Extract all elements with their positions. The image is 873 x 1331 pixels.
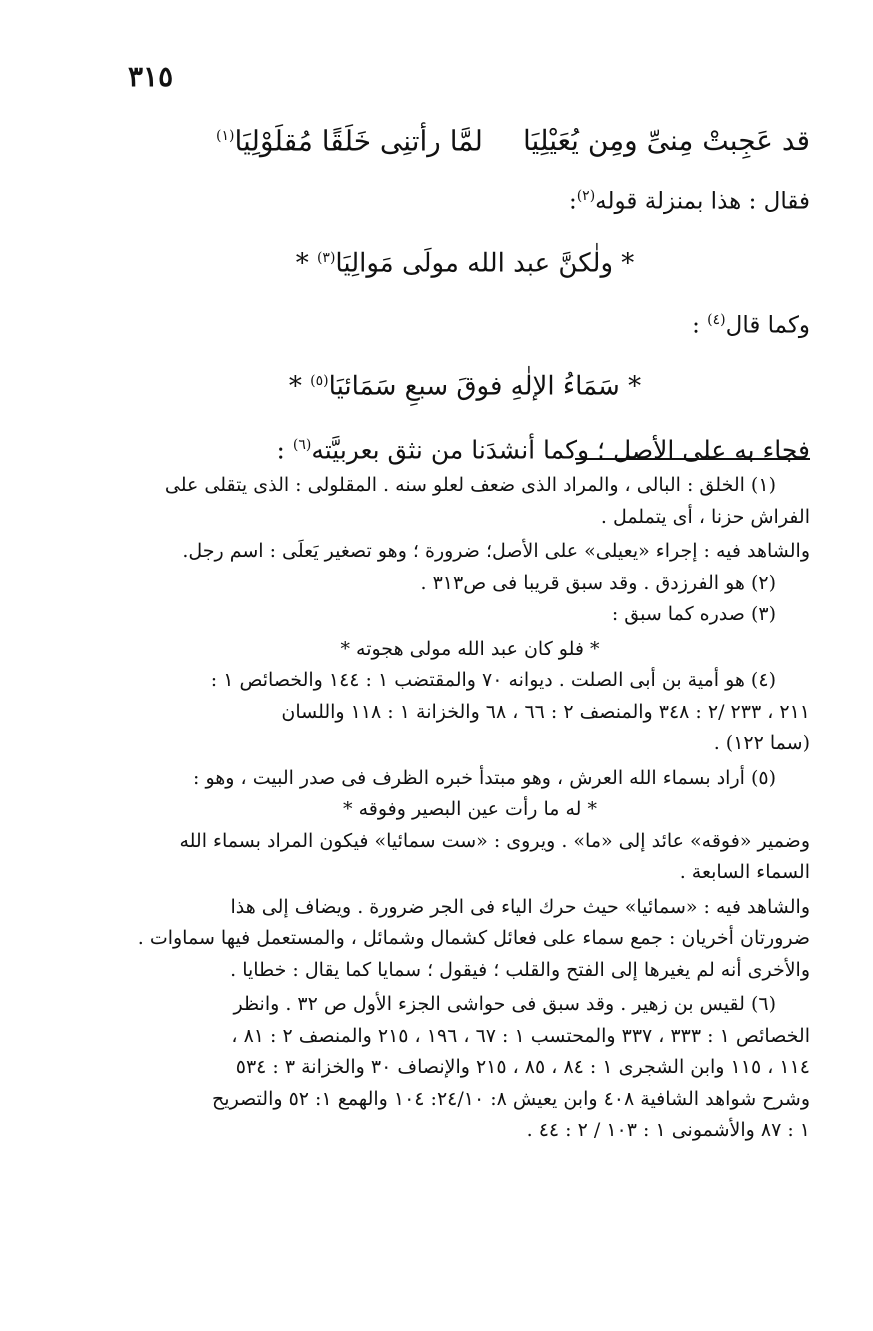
main-text: [120, 108, 810, 479]
footnote-line: (٢) هو الفرزدق . وقد سبق قريبا فى ص٣١٣ .: [420, 571, 776, 594]
text-line-6-tail: :: [276, 435, 285, 465]
footnote-ref-6: (٦): [292, 436, 312, 453]
verse-hemistich-2-text: لمَّا رأتنِى خَلَقًا مُقلَوْلِيَا: [234, 124, 483, 158]
footnote-line: وشرح شواهد الشافية ٤٠٨ وابن يعيش ٨: ٢٤/١٠: ١٠٤ والهمع ١: ٥٢ والتصريح: [212, 1087, 810, 1110]
text-line-2-text: فقال : هذا بمنزلة قوله: [595, 188, 810, 215]
text-line-4-tail: :: [692, 312, 700, 339]
footnote-ref-1: (١): [215, 128, 235, 144]
footnote-separator: [575, 458, 810, 460]
footnote-line: ١١٤ ، ١١٥ وابن الشجرى ١ : ٨٤ ، ٨٥ ، ٢١٥ والإنصاف ٣٠ والخزانة ٣ : ٥٣٤: [235, 1056, 810, 1078]
text-line-6-text: فجاء به على الأصل ؛ وكما أنشدَنا من نثق بعربيَّته: [311, 435, 810, 465]
footnote-line: (٦) لقيس بن زهير . وقد سبق فى حواشى الجزء الأول ص ٣٢ . وانظر: [233, 993, 776, 1015]
footnote-ref-2: (٢): [576, 188, 596, 205]
footnote-line: وضمير «فوقه» عائد إلى «ما» . ويروى : «ست سمائيا» فيكون المراد بسماء الله: [179, 829, 810, 852]
text-line-4: [120, 293, 810, 353]
page-number: ٣١٥: [128, 60, 174, 93]
footnotes: [130, 470, 810, 1147]
footnote-ref-3: (٣): [316, 249, 336, 266]
footnote-line: (١) الخلق : البالى ، والمراد الذى ضعف لعلو سنه . المقلولى : الذى يتقلى على: [164, 474, 776, 496]
verse-hemistich-2: [216, 108, 483, 169]
half-verse-5-text: * سَمَاءُ الإلٰهِ فوقَ سبعِ سَمَائيَا: [328, 371, 642, 402]
verse-line-1: [120, 108, 810, 169]
footnote-line: الفراش حزنا ، أى يتململ .: [600, 505, 810, 528]
footnote-line: (٣) صدره كما سبق :: [611, 603, 776, 625]
verse-hemistich-1: قد عَجِبتْ مِنىِّ ومِن يُعَيْلِيَا: [522, 124, 810, 158]
half-verse-line-3: [120, 229, 810, 293]
text-line-2: [120, 169, 810, 229]
footnote-line: والشاهد فيه : «سمائيا» حيث حرك الياء فى الجر ضرورة . ويضاف إلى هذا: [230, 895, 810, 918]
footnote-verse: * فلو كان عبد الله مولى هجوته *: [340, 637, 600, 660]
footnote-verse: * له ما رأت عين البصير وفوقه *: [343, 798, 597, 820]
half-verse-3-tail: *: [295, 248, 309, 279]
footnote-line: الخصائص ١ : ٣٣٣ ، ٣٣٧ والمحتسب ١ : ٦٧ ، ١٩٦ ، ٢١٥ والمنصف ٢ : ٨١ ،: [231, 1024, 810, 1047]
footnote-line: (سما ١٢٢) .: [713, 732, 810, 754]
half-verse-3-text: * ولٰكنَّ عبد الله مولَى مَوالِيَا: [335, 248, 635, 279]
footnote-line: ٢١١ ، ٢٣٣ /٢ : ٣٤٨ والمنصف ٢ : ٦٦ ، ٦٨ والخزانة ١ : ١١٨ واللسان: [281, 700, 810, 723]
half-verse-line-5: [120, 352, 810, 416]
footnote-ref-4: (٤): [707, 311, 726, 328]
footnote-line: والأخرى أنه لم يغيرها إلى الفتح والقلب ؛ فيقول ؛ سمايا كما يقال : خطايا .: [230, 958, 810, 981]
footnote-line: والشاهد فيه : إجراء «يعيلى» على الأصل؛ ضرورة ؛ وهو تصغير يَعلَى : اسم رجل.: [182, 540, 810, 562]
footnote-line: ١ : ٨٧ والأشمونى ١ : ١٠٣ / ٢ : ٤٤ .: [526, 1119, 810, 1141]
footnote-line: (٤) هو أمية بن أبى الصلت . ديوانه ٧٠ والمقتضب ١ : ١٤٤ والخصائص ١ :: [210, 669, 776, 691]
footnote-line: السماء السابعة .: [679, 861, 810, 883]
half-verse-5-tail: *: [288, 371, 302, 402]
footnote-ref-5: (٥): [310, 373, 329, 390]
text-line-4-text: وكما قال: [725, 312, 810, 339]
footnote-line: (٥) أراد بسماء الله العرش ، وهو مبتدأ خبره الظرف فى صدر البيت ، وهو :: [193, 766, 776, 789]
footnote-line: ضرورتان أخريان : جمع سماء على فعائل كشمال وشمائل ، والمستعمل فيها سماوات .: [137, 927, 810, 949]
text-line-2-tail: :: [568, 188, 577, 215]
